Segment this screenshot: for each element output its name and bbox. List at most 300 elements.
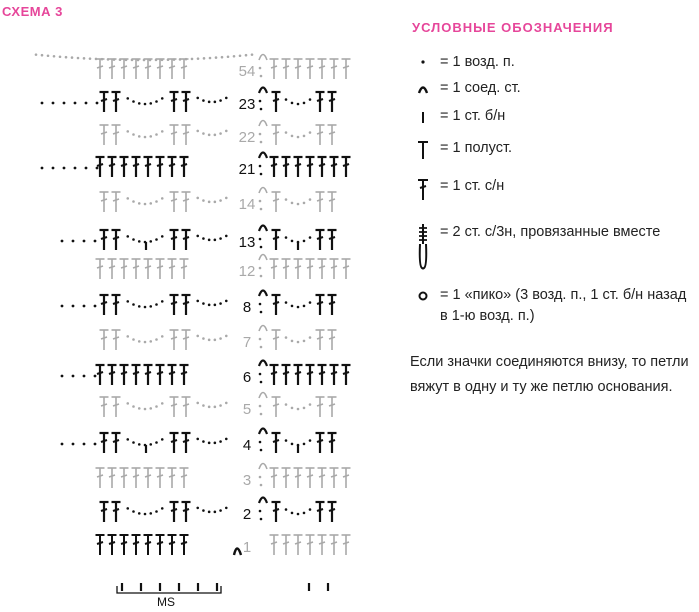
slip-stitch: [259, 361, 267, 367]
chain-dot: [35, 53, 38, 56]
chain-dot: [209, 57, 212, 60]
dc-stitch: [282, 157, 291, 177]
dc-stitch: [330, 468, 339, 488]
dc-stitch: [132, 468, 141, 488]
dc-stitch: [306, 59, 315, 79]
dc-stitch: [272, 92, 281, 112]
dc-stitch: [270, 259, 279, 279]
row-number: 8: [242, 299, 252, 316]
dc-stitch: [108, 365, 117, 385]
dc-stitch: [328, 330, 337, 350]
dc-stitch: [96, 468, 105, 488]
chain-dot: [149, 407, 152, 410]
chain-dot: [291, 512, 294, 515]
dc-stitch: [100, 397, 109, 417]
chain-dot: [96, 102, 99, 105]
chain-dot: [138, 202, 141, 205]
dc-stitch: [168, 468, 177, 488]
chain-dot: [309, 131, 312, 134]
chain-dot: [126, 438, 129, 441]
dc-stitch: [120, 259, 129, 279]
chain-dot: [196, 300, 199, 303]
dc-stitch: [328, 295, 337, 315]
chain-dot: [208, 239, 211, 242]
legend-text-cluster: = 2 ст. с/3н, провязанные вместе: [440, 224, 661, 240]
chain-dot: [132, 338, 135, 341]
chain-dot: [196, 235, 199, 238]
chain-dot: [161, 438, 164, 441]
dc-stitch: [180, 259, 189, 279]
dc-stitch: [318, 59, 327, 79]
dc-stitch: [100, 230, 109, 250]
dc-stitch: [108, 157, 117, 177]
chain-dot: [291, 340, 294, 343]
dc-stitch: [170, 192, 179, 212]
chain-dot: [74, 102, 77, 105]
chain-dot: [297, 408, 300, 411]
chain-dot: [291, 135, 294, 138]
dc-stitch: [328, 125, 337, 145]
dc-stitch: [168, 59, 177, 79]
dc-stitch: [330, 365, 339, 385]
chain-dot: [126, 97, 129, 100]
chain-dot: [297, 513, 300, 516]
chain-dot: [227, 55, 230, 58]
chain-dot: [202, 337, 205, 340]
row-number: 22: [238, 129, 256, 146]
chain-dot: [260, 449, 263, 452]
slip-stitch: [259, 226, 267, 232]
dc-stitch: [282, 259, 291, 279]
dc-stitch: [182, 92, 191, 112]
chain-dot: [161, 335, 164, 338]
dc-stitch: [318, 259, 327, 279]
chain-dot: [155, 303, 158, 306]
dc-stitch: [168, 365, 177, 385]
chain-dot: [259, 133, 262, 136]
chain-dot: [94, 305, 97, 308]
chain-dot: [208, 339, 211, 342]
row-number: 12: [238, 263, 256, 280]
dc-stitch: [306, 365, 315, 385]
dc-stitch: [270, 365, 279, 385]
slip-stitch: [259, 88, 267, 94]
dc-stitch: [182, 433, 191, 453]
dc-stitch: [120, 59, 129, 79]
chain-dot: [63, 167, 66, 170]
chain-dot: [221, 56, 224, 59]
chain-dot: [285, 198, 288, 201]
chain-dot: [155, 338, 158, 341]
repeat-label: MS: [157, 595, 175, 609]
dc-stitch: [156, 535, 165, 555]
chain-dot: [225, 197, 228, 200]
chain-dot: [219, 509, 222, 512]
dc-stitch: [316, 295, 325, 315]
chain-dot: [285, 301, 288, 304]
chain-dot: [161, 130, 164, 133]
chain-dot: [259, 510, 262, 513]
dc-stitch: [316, 230, 325, 250]
dc-stitch: [306, 157, 315, 177]
slip-stitch: [234, 549, 241, 556]
chain-dot: [83, 305, 86, 308]
chain-dot: [259, 165, 262, 168]
chain-dot: [132, 441, 135, 444]
dc-stitch: [328, 433, 337, 453]
slip-stitch: [259, 188, 267, 194]
chain-dot: [309, 439, 312, 442]
chain-dot: [72, 305, 75, 308]
chain-dot: [41, 167, 44, 170]
slip-stitch: [259, 291, 267, 297]
chain-dot: [196, 197, 199, 200]
chain-dot: [297, 203, 300, 206]
dc-stitch: [100, 192, 109, 212]
chain-dot: [225, 235, 228, 238]
chain-dot: [309, 198, 312, 201]
chain-dot: [303, 443, 306, 446]
chain-dot: [59, 55, 62, 58]
chain-dot: [214, 134, 217, 137]
chain-dot: [191, 58, 194, 61]
dc-stitch: [156, 259, 165, 279]
slip-stitch: [259, 326, 267, 332]
dc-stitch: [144, 468, 153, 488]
chain-dot: [132, 510, 135, 513]
chain-dot: [208, 101, 211, 104]
chain-dot: [215, 56, 218, 59]
dc-stitch: [328, 397, 337, 417]
slip-stitch: [259, 464, 267, 470]
chain-dot: [126, 235, 129, 238]
dc-stitch: [342, 59, 351, 79]
dc-stitch: [272, 230, 281, 250]
dc-stitch: [306, 535, 315, 555]
chain-dot: [77, 57, 80, 60]
dc-stitch: [170, 502, 179, 522]
legend-text-hdc: = 1 полуст.: [440, 140, 513, 156]
dc-stitch: [306, 468, 315, 488]
dc-stitch: [112, 125, 121, 145]
dc-stitch: [330, 59, 339, 79]
chain-dot: [41, 54, 44, 57]
chain-dot: [219, 404, 222, 407]
dc-stitch: [272, 330, 281, 350]
row-number: 2: [242, 506, 252, 523]
chain-dot: [214, 101, 217, 104]
chain-dot: [285, 98, 288, 101]
chain-dot: [259, 303, 262, 306]
dc-stitch: [316, 502, 325, 522]
dc-stitch: [108, 535, 117, 555]
chain-dot: [219, 302, 222, 305]
legend-text-slip: = 1 соед. ст.: [440, 80, 521, 96]
dc-stitch: [282, 59, 291, 79]
dc-stitch: [180, 468, 189, 488]
chain-dot: [291, 443, 294, 446]
chain-dot: [259, 238, 262, 241]
chain-dot: [132, 303, 135, 306]
slip-stitch: [259, 498, 267, 504]
chain-dot: [155, 510, 158, 513]
chain-dot: [149, 443, 152, 446]
dc-stitch: [120, 365, 129, 385]
dc-stitch: [270, 157, 279, 177]
chain-dot: [291, 240, 294, 243]
chain-dot: [285, 508, 288, 511]
chain-dot: [214, 511, 217, 514]
dc-stitch: [156, 468, 165, 488]
dc-stitch: [112, 330, 121, 350]
row-number: 13: [238, 234, 256, 251]
chain-dot: [126, 402, 129, 405]
chain-dot: [303, 240, 306, 243]
dc-stitch: [318, 468, 327, 488]
chain-dot: [214, 304, 217, 307]
chain-dot: [259, 338, 262, 341]
chain-dot: [309, 236, 312, 239]
dc-stitch: [96, 535, 105, 555]
chain-dot: [208, 406, 211, 409]
dc-stitch: [330, 535, 339, 555]
chain-dot: [155, 405, 158, 408]
dc-stitch: [330, 157, 339, 177]
chain-dot: [132, 405, 135, 408]
chain-dot: [225, 300, 228, 303]
double-crochet-icon: [410, 176, 436, 209]
chain-dot: [303, 305, 306, 308]
chain-dot: [260, 518, 263, 521]
chain-dot: [260, 246, 263, 249]
chain-dot: [259, 441, 262, 444]
chain-dot: [196, 402, 199, 405]
chain-dot: [291, 407, 294, 410]
chain-dot: [219, 237, 222, 240]
chain-dot: [52, 167, 55, 170]
chain-dot: [225, 438, 228, 441]
chain-dot: [208, 201, 211, 204]
dc-stitch: [168, 157, 177, 177]
chain-dot: [259, 373, 262, 376]
chain-dot: [126, 197, 129, 200]
single-crochet-icon: [410, 106, 436, 134]
chain-dot: [96, 167, 99, 170]
dc-stitch: [342, 157, 351, 177]
chain-dot: [161, 197, 164, 200]
dc-stitch: [132, 157, 141, 177]
repeat-bracket: [117, 586, 221, 593]
chain-dot: [297, 103, 300, 106]
dc-stitch: [272, 433, 281, 453]
chain-dot: [303, 340, 306, 343]
chain-dot: [161, 97, 164, 100]
chain-dot: [285, 236, 288, 239]
chain-dot: [149, 202, 152, 205]
chain-dot: [214, 239, 217, 242]
legend-text-picot: = 1 «пико» (3 возд. п., 1 ст. б/н назад в 1-ю возд. п.): [440, 287, 687, 324]
chain-dot: [259, 67, 262, 70]
chain-dot: [233, 55, 236, 58]
chain-dot: [138, 340, 141, 343]
dc-stitch: [272, 502, 281, 522]
dc-stitch: [170, 330, 179, 350]
chain-dot: [214, 339, 217, 342]
chain-dot: [161, 507, 164, 510]
chain-dot: [149, 102, 152, 105]
dc-stitch: [144, 259, 153, 279]
chain-dot: [260, 173, 263, 176]
chain-dot: [202, 237, 205, 240]
chain-dot: [309, 301, 312, 304]
legend-text-dc: = 1 ст. с/н: [440, 178, 505, 194]
chain-dot: [225, 335, 228, 338]
chain-dot: [132, 133, 135, 136]
chain-dot: [72, 443, 75, 446]
dc-stitch: [282, 535, 291, 555]
chain-dot: [285, 439, 288, 442]
dc-stitch: [170, 295, 179, 315]
chain-dot: [225, 507, 228, 510]
slip-stitch: [259, 153, 267, 159]
chain-dot: [259, 476, 262, 479]
chain-dot: [219, 132, 222, 135]
chain-dot: [161, 402, 164, 405]
dc-stitch: [316, 125, 325, 145]
legend-text-chain: = 1 возд. п.: [440, 54, 515, 70]
dc-stitch: [168, 535, 177, 555]
dc-stitch: [100, 92, 109, 112]
half-double-crochet-icon: [410, 138, 436, 169]
chain-dot: [303, 135, 306, 138]
dc-stitch: [328, 230, 337, 250]
chain-dot: [61, 443, 64, 446]
dc-stitch: [170, 433, 179, 453]
dc-stitch: [112, 192, 121, 212]
chain-dot: [132, 100, 135, 103]
row-number: 1: [242, 539, 252, 556]
chain-dot: [149, 240, 152, 243]
legend-note: Если значки соединяются внизу, то петли вяжут в одну и ту же петлю основания.: [410, 354, 689, 395]
dc-stitch: [282, 365, 291, 385]
slip-stitch: [259, 55, 267, 61]
chain-dot: [149, 135, 152, 138]
chain-dot: [297, 341, 300, 344]
dc-stitch: [120, 157, 129, 177]
chain-dot: [61, 305, 64, 308]
chain-dot: [225, 402, 228, 405]
chain-dot: [245, 54, 248, 57]
dc-stitch: [282, 468, 291, 488]
chain-dot: [303, 102, 306, 105]
dc-stitch: [294, 365, 303, 385]
chain-dot: [251, 53, 254, 56]
dc-stitch: [132, 365, 141, 385]
dc-stitch: [100, 125, 109, 145]
dc-stitch: [182, 192, 191, 212]
dc-stitch: [112, 295, 121, 315]
dc-stitch: [316, 192, 325, 212]
dc-stitch: [132, 59, 141, 79]
chain-dot: [155, 441, 158, 444]
dc-stitch: [330, 259, 339, 279]
scheme-title: СХЕМА 3: [2, 4, 63, 19]
dc-stitch: [294, 259, 303, 279]
dc-stitch: [272, 125, 281, 145]
chain-dot: [285, 336, 288, 339]
chain-dot: [202, 99, 205, 102]
dc-stitch: [108, 468, 117, 488]
chain-dot: [197, 57, 200, 60]
dc-stitch: [294, 157, 303, 177]
dc-stitch: [170, 397, 179, 417]
dc-stitch: [144, 365, 153, 385]
chain-dot: [260, 208, 263, 211]
chain-dot: [155, 100, 158, 103]
chain-dot: [94, 240, 97, 243]
chain-dot: [202, 404, 205, 407]
slip-stitch: [259, 255, 267, 261]
dc-stitch: [270, 468, 279, 488]
chain-stitch-dot-icon: [410, 52, 436, 80]
chain-dot: [126, 130, 129, 133]
chain-dot: [260, 381, 263, 384]
chain-dot: [202, 199, 205, 202]
chain-dot: [94, 375, 97, 378]
dc-stitch: [144, 157, 153, 177]
chain-dot: [144, 136, 147, 139]
dc-stitch: [306, 259, 315, 279]
dc-stitch: [100, 433, 109, 453]
chain-dot: [132, 200, 135, 203]
dc-stitch: [112, 230, 121, 250]
chain-dot: [161, 235, 164, 238]
chain-dot: [52, 102, 55, 105]
chain-dot: [219, 337, 222, 340]
chain-dot: [260, 413, 263, 416]
dc-stitch: [316, 433, 325, 453]
chain-dot: [259, 100, 262, 103]
dc-stitch: [182, 295, 191, 315]
chain-dot: [144, 341, 147, 344]
dc-stitch: [342, 259, 351, 279]
dc-stitch: [272, 295, 281, 315]
dc-stitch: [316, 330, 325, 350]
chain-dot: [155, 238, 158, 241]
chain-dot: [303, 407, 306, 410]
chain-dot: [202, 132, 205, 135]
chain-dot: [85, 167, 88, 170]
chain-dot: [259, 267, 262, 270]
dc-stitch: [132, 535, 141, 555]
chain-dot: [297, 136, 300, 139]
chain-dot: [61, 240, 64, 243]
chain-dot: [41, 102, 44, 105]
chain-dot: [132, 238, 135, 241]
dc-stitch: [156, 365, 165, 385]
chain-dot: [285, 131, 288, 134]
legend-title: УСЛОВНЫЕ ОБОЗНАЧЕНИЯ: [412, 20, 614, 35]
chain-dot: [309, 403, 312, 406]
chain-dot: [303, 512, 306, 515]
row-number: 54: [238, 63, 256, 80]
row-number: 5: [242, 401, 252, 418]
dc-stitch: [272, 192, 281, 212]
chain-dot: [309, 98, 312, 101]
slip-stitch: [259, 429, 267, 435]
chain-dot: [303, 202, 306, 205]
chain-dot: [63, 102, 66, 105]
